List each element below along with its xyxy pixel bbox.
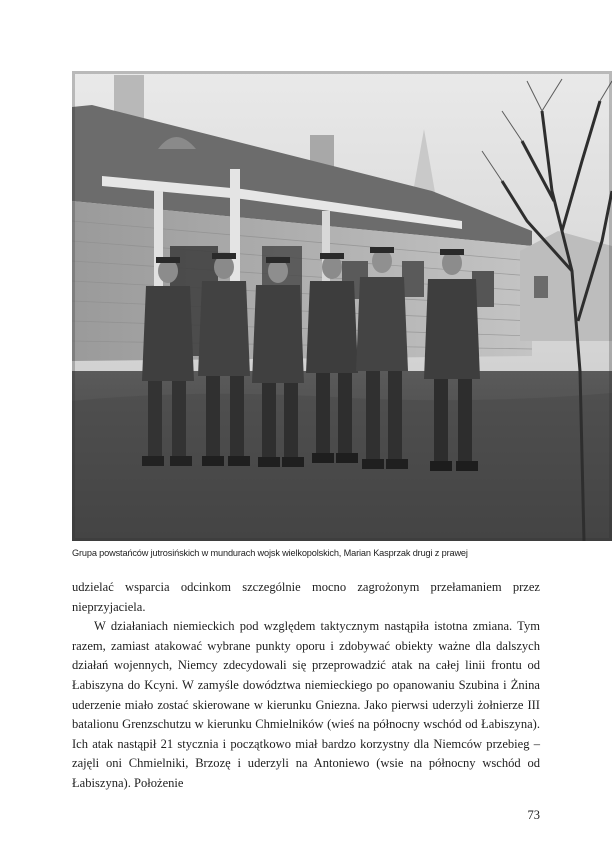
historical-photograph: [72, 71, 612, 541]
page-number: 73: [527, 808, 540, 822]
body-text: [72, 578, 540, 794]
paragraph: W działaniach niemieckich pod względem taktycznym nastąpiła istotna zmiana. Tym razem, zamiast atakować wybrane punkty oporu i zdobywać obiekty ważne dla dalszych działań wojennych, Niemcy zdecydowali się przeprowadzić atak na całej linii frontu od Łabiszyna do Kcyni. W zamyśle dowództwa niemieckiego po opanowaniu Szubina i Żnina uderzenie miało zostać skierowane w kierunku Gniezna. Jako pierwsi uderzyli żołnierze III batalionu Grenzschutzu w kierunku Chmielników (wieś na północny wschód od Łabiszyna). Ich atak nastąpił 21 stycznia i początkowo miał bardzo korzystny dla Niemców przebieg – zajęli oni Chmielniki, Brzozę i uderzyli na Antoniewo (wsie na północny wschód od Łabiszyna). Położenie: [72, 619, 540, 790]
photo-caption: Grupa powstańców jutrosińskich w mundurach wojsk wielkopolskich, Marian Kasprzak drugi z prawej: [72, 548, 468, 558]
photo-illustration: [72, 71, 612, 541]
paragraph: udzielać wsparcia odcinkom szczególnie mocno zagrożonym przełamaniem przez nieprzyjaciela.: [72, 580, 540, 614]
